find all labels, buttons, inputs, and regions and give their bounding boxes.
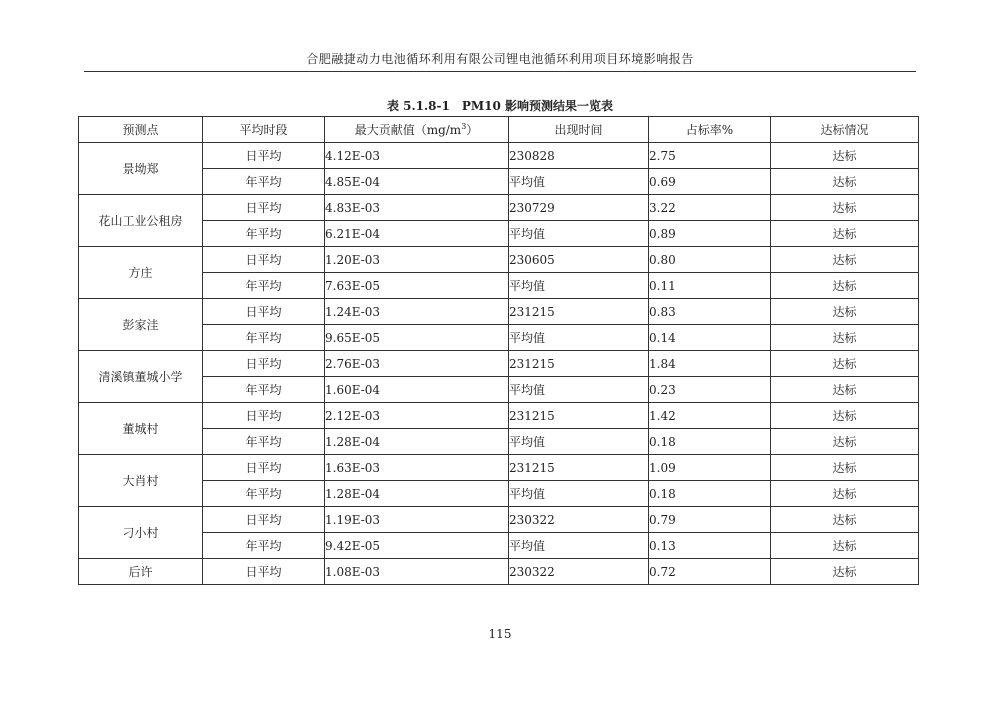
status-cell: 达标 (771, 351, 919, 377)
period-cell: 年平均 (203, 325, 325, 351)
period-cell: 年平均 (203, 221, 325, 247)
max-contribution-cell: 4.83E-03 (325, 195, 509, 221)
column-header-max-contribution-close: ） (466, 123, 479, 137)
station-cell: 彭家洼 (79, 299, 203, 351)
column-header-max-contribution (325, 117, 509, 143)
time-cell: 平均值 (509, 169, 649, 195)
status-cell: 达标 (771, 325, 919, 351)
max-contribution-cell: 1.60E-04 (325, 377, 509, 403)
max-contribution-cell: 4.12E-03 (325, 143, 509, 169)
table-row (79, 351, 919, 377)
period-cell: 年平均 (203, 429, 325, 455)
time-cell: 230605 (509, 247, 649, 273)
table-row (79, 195, 919, 221)
max-contribution-cell: 1.08E-03 (325, 559, 509, 585)
station-cell: 大肖村 (79, 455, 203, 507)
ratio-cell: 3.22 (649, 195, 771, 221)
time-cell: 231215 (509, 455, 649, 481)
period-cell: 日平均 (203, 507, 325, 533)
station-cell: 后许 (79, 559, 203, 585)
table-row (79, 533, 919, 559)
time-cell: 231215 (509, 299, 649, 325)
column-header-status: 达标情况 (771, 117, 919, 143)
status-cell: 达标 (771, 429, 919, 455)
status-cell: 达标 (771, 221, 919, 247)
time-cell: 平均值 (509, 273, 649, 299)
station-cell: 董城村 (79, 403, 203, 455)
table-row (79, 377, 919, 403)
period-cell: 年平均 (203, 169, 325, 195)
status-cell: 达标 (771, 403, 919, 429)
time-cell: 平均值 (509, 377, 649, 403)
time-cell: 231215 (509, 351, 649, 377)
time-cell: 230322 (509, 559, 649, 585)
max-contribution-cell: 2.76E-03 (325, 351, 509, 377)
table-body (79, 143, 919, 585)
time-cell: 230828 (509, 143, 649, 169)
period-cell: 年平均 (203, 273, 325, 299)
time-cell: 平均值 (509, 429, 649, 455)
status-cell: 达标 (771, 273, 919, 299)
status-cell: 达标 (771, 169, 919, 195)
max-contribution-cell: 2.12E-03 (325, 403, 509, 429)
ratio-cell: 2.75 (649, 143, 771, 169)
ratio-cell: 0.13 (649, 533, 771, 559)
period-cell: 日平均 (203, 351, 325, 377)
status-cell: 达标 (771, 195, 919, 221)
ratio-cell: 1.84 (649, 351, 771, 377)
max-contribution-cell: 1.24E-03 (325, 299, 509, 325)
table-row (79, 481, 919, 507)
table-row (79, 455, 919, 481)
pm10-prediction-table (78, 116, 919, 585)
period-cell: 日平均 (203, 455, 325, 481)
station-cell: 花山工业公租房 (79, 195, 203, 247)
column-header-max-contribution-sup: 3 (461, 122, 467, 131)
table-row (79, 143, 919, 169)
table-row (79, 273, 919, 299)
column-header-time: 出现时间 (509, 117, 649, 143)
table-caption: 表 5.1.8-1 PM10 影响预测结果一览表 (386, 99, 614, 113)
status-cell: 达标 (771, 455, 919, 481)
max-contribution-cell: 1.28E-04 (325, 429, 509, 455)
station-cell: 景坳郑 (79, 143, 203, 195)
ratio-cell: 1.42 (649, 403, 771, 429)
time-cell: 平均值 (509, 533, 649, 559)
page-number: 115 (488, 627, 512, 641)
status-cell: 达标 (771, 533, 919, 559)
time-cell: 231215 (509, 403, 649, 429)
max-contribution-cell: 1.20E-03 (325, 247, 509, 273)
time-cell: 平均值 (509, 325, 649, 351)
table-row (79, 299, 919, 325)
table-row (79, 325, 919, 351)
column-header-period: 平均时段 (203, 117, 325, 143)
max-contribution-cell: 1.28E-04 (325, 481, 509, 507)
max-contribution-cell: 1.63E-03 (325, 455, 509, 481)
ratio-cell: 1.09 (649, 455, 771, 481)
table-header-row (79, 117, 919, 143)
station-cell: 清溪镇董城小学 (79, 351, 203, 403)
period-cell: 日平均 (203, 559, 325, 585)
period-cell: 日平均 (203, 299, 325, 325)
status-cell: 达标 (771, 481, 919, 507)
table-row (79, 221, 919, 247)
column-header-ratio: 占标率% (649, 117, 771, 143)
ratio-cell: 0.18 (649, 429, 771, 455)
time-cell: 平均值 (509, 221, 649, 247)
period-cell: 日平均 (203, 195, 325, 221)
ratio-cell: 0.83 (649, 299, 771, 325)
period-cell: 日平均 (203, 143, 325, 169)
column-header-max-contribution-text: 最大贡献值（mg/m (354, 123, 462, 137)
max-contribution-cell: 9.42E-05 (325, 533, 509, 559)
table-row (79, 169, 919, 195)
time-cell: 230729 (509, 195, 649, 221)
period-cell: 日平均 (203, 247, 325, 273)
ratio-cell: 0.69 (649, 169, 771, 195)
status-cell: 达标 (771, 299, 919, 325)
ratio-cell: 0.79 (649, 507, 771, 533)
ratio-cell: 0.23 (649, 377, 771, 403)
max-contribution-cell: 7.63E-05 (325, 273, 509, 299)
station-cell: 刁小村 (79, 507, 203, 559)
max-contribution-cell: 4.85E-04 (325, 169, 509, 195)
time-cell: 平均值 (509, 481, 649, 507)
period-cell: 年平均 (203, 377, 325, 403)
ratio-cell: 0.18 (649, 481, 771, 507)
ratio-cell: 0.72 (649, 559, 771, 585)
station-cell: 方庄 (79, 247, 203, 299)
header-divider (84, 71, 916, 72)
column-header-station: 预测点 (79, 117, 203, 143)
table-row (79, 247, 919, 273)
table-row (79, 403, 919, 429)
period-cell: 日平均 (203, 403, 325, 429)
period-cell: 年平均 (203, 533, 325, 559)
table-row (79, 507, 919, 533)
ratio-cell: 0.11 (649, 273, 771, 299)
ratio-cell: 0.14 (649, 325, 771, 351)
time-cell: 230322 (509, 507, 649, 533)
period-cell: 年平均 (203, 481, 325, 507)
status-cell: 达标 (771, 507, 919, 533)
max-contribution-cell: 9.65E-05 (325, 325, 509, 351)
status-cell: 达标 (771, 247, 919, 273)
table-row (79, 429, 919, 455)
status-cell: 达标 (771, 559, 919, 585)
ratio-cell: 0.80 (649, 247, 771, 273)
max-contribution-cell: 1.19E-03 (325, 507, 509, 533)
table-row (79, 559, 919, 585)
max-contribution-cell: 6.21E-04 (325, 221, 509, 247)
status-cell: 达标 (771, 143, 919, 169)
ratio-cell: 0.89 (649, 221, 771, 247)
report-header-title: 合肥融捷动力电池循环利用有限公司锂电池循环利用项目环境影响报告 (306, 52, 694, 66)
status-cell: 达标 (771, 377, 919, 403)
